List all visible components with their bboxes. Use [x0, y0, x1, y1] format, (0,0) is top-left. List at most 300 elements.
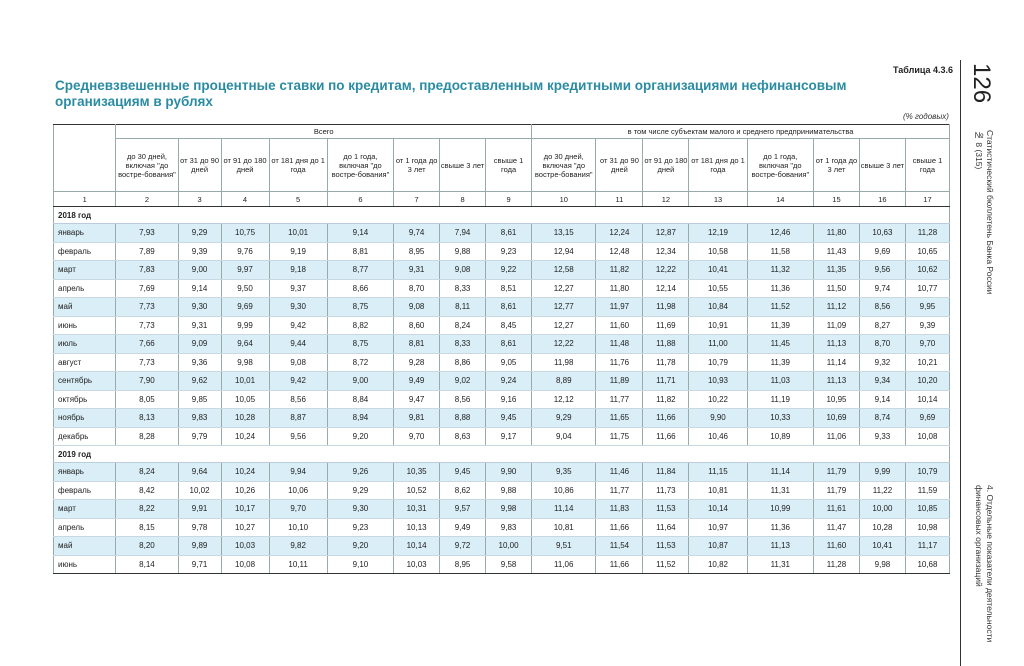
rate-cell: 11,35 — [813, 261, 859, 280]
rate-cell: 9,14 — [327, 224, 393, 243]
table-row — [54, 279, 950, 298]
rate-cell: 8,14 — [116, 555, 178, 574]
rate-cell: 8,05 — [116, 390, 178, 409]
rate-cell: 8,75 — [327, 298, 393, 317]
rate-cell: 11,97 — [596, 298, 643, 317]
rate-cell: 10,81 — [532, 518, 596, 537]
rate-cell: 7,89 — [116, 242, 178, 261]
rate-cell: 8,28 — [116, 427, 178, 446]
rate-cell: 10,14 — [394, 537, 440, 556]
rate-cell: 11,66 — [643, 409, 689, 428]
term-header: до 30 дней, включая "до востре-бования" — [532, 139, 596, 192]
rate-cell: 10,68 — [905, 555, 949, 574]
column-number: 16 — [859, 192, 905, 207]
rate-cell: 9,35 — [532, 463, 596, 482]
rate-cell: 10,65 — [905, 242, 949, 261]
rate-cell: 9,47 — [394, 390, 440, 409]
rate-cell: 11,31 — [747, 555, 813, 574]
section-caption: 4. Отдельные показатели деятельности финансовых организаций — [974, 485, 995, 643]
rate-cell: 9,16 — [486, 390, 532, 409]
rate-cell: 8,33 — [440, 279, 486, 298]
table-number: Таблица 4.3.6 — [893, 65, 954, 75]
rate-cell: 9,22 — [486, 261, 532, 280]
rate-cell: 8,75 — [327, 335, 393, 354]
rate-cell: 11,22 — [859, 481, 905, 500]
rate-cell: 10,95 — [813, 390, 859, 409]
term-header: от 91 до 180 дней — [221, 139, 269, 192]
rate-cell: 9,76 — [221, 242, 269, 261]
rate-cell: 9,49 — [394, 372, 440, 391]
table-row — [54, 427, 950, 446]
rate-cell: 11,98 — [532, 353, 596, 372]
rate-cell: 8,89 — [532, 372, 596, 391]
rate-cell: 9,00 — [178, 261, 221, 280]
rate-cell: 12,22 — [643, 261, 689, 280]
rate-cell: 12,94 — [532, 242, 596, 261]
rate-cell: 9,51 — [532, 537, 596, 556]
rate-cell: 11,75 — [596, 427, 643, 446]
rate-cell: 11,66 — [643, 427, 689, 446]
rate-cell: 11,76 — [596, 353, 643, 372]
rate-cell: 12,12 — [532, 390, 596, 409]
table-row — [54, 316, 950, 335]
rate-cell: 9,56 — [269, 427, 327, 446]
rate-cell: 9,04 — [532, 427, 596, 446]
rate-cell: 9,29 — [178, 224, 221, 243]
month-label: январь — [54, 224, 116, 243]
rate-cell: 11,12 — [813, 298, 859, 317]
rate-cell: 10,82 — [689, 555, 747, 574]
rate-cell: 8,61 — [486, 298, 532, 317]
rate-cell: 11,15 — [689, 463, 747, 482]
rate-cell: 11,31 — [747, 481, 813, 500]
rate-cell: 8,88 — [440, 409, 486, 428]
rate-cell: 11,03 — [747, 372, 813, 391]
rate-cell: 8,72 — [327, 353, 393, 372]
rate-cell: 11,66 — [596, 555, 643, 574]
rate-cell: 9,94 — [269, 463, 327, 482]
rate-cell: 8,56 — [269, 390, 327, 409]
rate-cell: 9,31 — [394, 261, 440, 280]
table-row — [54, 335, 950, 354]
rate-cell: 11,14 — [813, 353, 859, 372]
rate-cell: 9,71 — [178, 555, 221, 574]
rate-cell: 8,63 — [440, 427, 486, 446]
table-row — [54, 518, 950, 537]
rate-cell: 8,81 — [394, 335, 440, 354]
rate-cell: 9,85 — [178, 390, 221, 409]
rate-cell: 8,33 — [440, 335, 486, 354]
rate-cell: 10,20 — [905, 372, 949, 391]
rate-cell: 8,15 — [116, 518, 178, 537]
table-row — [54, 481, 950, 500]
month-label: август — [54, 353, 116, 372]
column-number: 17 — [905, 192, 949, 207]
year-heading: 2018 год — [54, 207, 950, 224]
rate-cell: 9,82 — [269, 537, 327, 556]
rate-cell: 9,08 — [440, 261, 486, 280]
rate-cell: 11,28 — [905, 224, 949, 243]
column-number: 9 — [486, 192, 532, 207]
term-header: от 31 до 90 дней — [596, 139, 643, 192]
rate-cell: 10,63 — [859, 224, 905, 243]
rate-cell: 12,87 — [643, 224, 689, 243]
rate-cell: 9,31 — [178, 316, 221, 335]
month-label: февраль — [54, 242, 116, 261]
rate-cell: 11,00 — [689, 335, 747, 354]
rate-cell: 8,95 — [440, 555, 486, 574]
rate-cell: 9,23 — [486, 242, 532, 261]
rate-cell: 9,97 — [221, 261, 269, 280]
table-row — [54, 500, 950, 519]
rate-cell: 10,89 — [747, 427, 813, 446]
table-row — [54, 409, 950, 428]
term-header: от 31 до 90 дней — [178, 139, 221, 192]
rate-cell: 7,66 — [116, 335, 178, 354]
rate-cell: 7,90 — [116, 372, 178, 391]
rate-cell: 10,28 — [221, 409, 269, 428]
rate-cell: 9,81 — [394, 409, 440, 428]
rate-cell: 10,33 — [747, 409, 813, 428]
column-number: 8 — [440, 192, 486, 207]
rate-cell: 9,14 — [178, 279, 221, 298]
rate-cell: 9,83 — [486, 518, 532, 537]
rate-cell: 9,98 — [486, 500, 532, 519]
rate-cell: 9,90 — [689, 409, 747, 428]
rate-cell: 8,70 — [394, 279, 440, 298]
rate-cell: 8,45 — [486, 316, 532, 335]
rate-cell: 9,18 — [269, 261, 327, 280]
rate-cell: 10,22 — [689, 390, 747, 409]
rate-cell: 10,91 — [689, 316, 747, 335]
rate-cell: 11,06 — [813, 427, 859, 446]
rate-cell: 10,21 — [905, 353, 949, 372]
rate-cell: 9,70 — [269, 500, 327, 519]
rate-cell: 12,46 — [747, 224, 813, 243]
rate-cell: 10,03 — [221, 537, 269, 556]
rate-cell: 12,19 — [689, 224, 747, 243]
rate-cell: 11,88 — [643, 335, 689, 354]
rate-cell: 8,61 — [486, 335, 532, 354]
rate-cell: 11,06 — [532, 555, 596, 574]
rate-cell: 8,56 — [440, 390, 486, 409]
rate-cell: 11,45 — [747, 335, 813, 354]
rate-cell: 10,31 — [394, 500, 440, 519]
table-row — [54, 261, 950, 280]
rate-cell: 9,24 — [486, 372, 532, 391]
rate-cell: 10,77 — [905, 279, 949, 298]
rate-cell: 8,22 — [116, 500, 178, 519]
rate-cell: 11,47 — [813, 518, 859, 537]
rate-cell: 10,86 — [532, 481, 596, 500]
rate-cell: 9,23 — [327, 518, 393, 537]
rate-cell: 9,57 — [440, 500, 486, 519]
rate-cell: 9,69 — [905, 409, 949, 428]
rate-cell: 10,14 — [905, 390, 949, 409]
rate-cell: 8,94 — [327, 409, 393, 428]
rate-cell: 9,33 — [859, 427, 905, 446]
rate-cell: 12,14 — [643, 279, 689, 298]
rate-cell: 10,93 — [689, 372, 747, 391]
rate-cell: 7,69 — [116, 279, 178, 298]
column-number: 12 — [643, 192, 689, 207]
month-label: май — [54, 537, 116, 556]
rate-cell: 8,95 — [394, 242, 440, 261]
rate-cell: 11,77 — [596, 481, 643, 500]
rate-cell: 12,27 — [532, 279, 596, 298]
column-number: 15 — [813, 192, 859, 207]
rate-cell: 10,00 — [486, 537, 532, 556]
group-header-all: Всего — [116, 125, 532, 139]
rate-cell: 8,81 — [327, 242, 393, 261]
rate-cell: 7,93 — [116, 224, 178, 243]
rate-cell: 11,66 — [596, 518, 643, 537]
rate-cell: 9,79 — [178, 427, 221, 446]
rate-cell: 11,52 — [643, 555, 689, 574]
rate-cell: 10,05 — [221, 390, 269, 409]
rate-cell: 10,99 — [747, 500, 813, 519]
rate-cell: 10,00 — [859, 500, 905, 519]
column-number: 14 — [747, 192, 813, 207]
rate-cell: 10,01 — [269, 224, 327, 243]
rate-cell: 11,39 — [747, 316, 813, 335]
month-label: июль — [54, 335, 116, 354]
month-label: январь — [54, 463, 116, 482]
column-number: 3 — [178, 192, 221, 207]
rate-cell: 9,02 — [440, 372, 486, 391]
rate-cell: 9,83 — [178, 409, 221, 428]
rate-cell: 9,74 — [394, 224, 440, 243]
rate-cell: 8,62 — [440, 481, 486, 500]
term-header: от 181 дня до 1 года — [689, 139, 747, 192]
rate-cell: 10,81 — [689, 481, 747, 500]
rate-cell: 9,62 — [178, 372, 221, 391]
rate-cell: 11,79 — [813, 481, 859, 500]
rate-cell: 11,59 — [905, 481, 949, 500]
rate-cell: 12,58 — [532, 261, 596, 280]
rate-cell: 9,56 — [859, 261, 905, 280]
rate-cell: 12,34 — [643, 242, 689, 261]
rate-cell: 8,70 — [859, 335, 905, 354]
rate-cell: 11,61 — [813, 500, 859, 519]
rate-cell: 7,73 — [116, 353, 178, 372]
table-row — [54, 242, 950, 261]
bulletin-caption: Статистический бюллетень Банка России № 8 (315) — [974, 130, 995, 295]
rate-cell: 9,90 — [486, 463, 532, 482]
rate-cell: 10,98 — [905, 518, 949, 537]
month-label: май — [54, 298, 116, 317]
rate-cell: 11,19 — [747, 390, 813, 409]
rate-cell: 11,53 — [643, 537, 689, 556]
table-row — [54, 555, 950, 574]
rate-cell: 10,35 — [394, 463, 440, 482]
rate-cell: 9,10 — [327, 555, 393, 574]
column-number: 1 — [54, 192, 116, 207]
month-label: декабрь — [54, 427, 116, 446]
rate-cell: 8,56 — [859, 298, 905, 317]
rate-cell: 11,80 — [813, 224, 859, 243]
rate-cell: 12,22 — [532, 335, 596, 354]
rate-cell: 11,09 — [813, 316, 859, 335]
rate-cell: 11,69 — [643, 316, 689, 335]
rate-cell: 10,41 — [689, 261, 747, 280]
rate-cell: 10,26 — [221, 481, 269, 500]
group-header-sme: в том числе субъектам малого и среднего предпринимательства — [532, 125, 950, 139]
rate-cell: 8,20 — [116, 537, 178, 556]
rate-cell: 11,79 — [813, 463, 859, 482]
rate-cell: 8,82 — [327, 316, 393, 335]
rate-cell: 12,24 — [596, 224, 643, 243]
rate-cell: 11,53 — [643, 500, 689, 519]
rate-cell: 11,13 — [813, 372, 859, 391]
term-header: свыше 1 года — [905, 139, 949, 192]
column-number: 6 — [327, 192, 393, 207]
rate-cell: 9,95 — [905, 298, 949, 317]
rate-cell: 9,89 — [178, 537, 221, 556]
term-header: от 1 года до 3 лет — [394, 139, 440, 192]
rate-cell: 11,13 — [813, 335, 859, 354]
rate-cell: 10,08 — [905, 427, 949, 446]
rate-cell: 9,17 — [486, 427, 532, 446]
column-number: 10 — [532, 192, 596, 207]
table-row — [54, 390, 950, 409]
rate-cell: 10,85 — [905, 500, 949, 519]
rate-cell: 8,66 — [327, 279, 393, 298]
rate-cell: 9,58 — [486, 555, 532, 574]
rate-cell: 10,03 — [394, 555, 440, 574]
rate-cell: 10,28 — [859, 518, 905, 537]
rate-cell: 11,89 — [596, 372, 643, 391]
term-header: от 181 дня до 1 года — [269, 139, 327, 192]
rate-cell: 10,84 — [689, 298, 747, 317]
rate-cell: 8,84 — [327, 390, 393, 409]
rate-cell: 8,27 — [859, 316, 905, 335]
term-header: от 1 года до 3 лет — [813, 139, 859, 192]
term-header: свыше 3 лет — [859, 139, 905, 192]
table-row — [54, 298, 950, 317]
rate-cell: 10,10 — [269, 518, 327, 537]
rate-cell: 9,44 — [269, 335, 327, 354]
rate-cell: 11,60 — [813, 537, 859, 556]
rate-cell: 9,69 — [221, 298, 269, 317]
month-label: апрель — [54, 279, 116, 298]
rate-cell: 10,69 — [813, 409, 859, 428]
rate-cell: 9,37 — [269, 279, 327, 298]
month-label: март — [54, 261, 116, 280]
rate-cell: 9,64 — [221, 335, 269, 354]
term-header: свыше 1 года — [486, 139, 532, 192]
rate-cell: 9,09 — [178, 335, 221, 354]
rate-cell: 9,36 — [178, 353, 221, 372]
rate-cell: 11,39 — [747, 353, 813, 372]
rate-cell: 11,82 — [643, 390, 689, 409]
rate-cell: 9,42 — [269, 372, 327, 391]
rate-cell: 9,49 — [440, 518, 486, 537]
rate-cell: 12,77 — [532, 298, 596, 317]
rate-cell: 11,36 — [747, 518, 813, 537]
rate-cell: 8,87 — [269, 409, 327, 428]
term-header: до 30 дней, включая "до востре-бования" — [116, 139, 178, 192]
rate-cell: 11,84 — [643, 463, 689, 482]
rate-cell: 9,32 — [859, 353, 905, 372]
rate-cell: 8,13 — [116, 409, 178, 428]
column-number: 5 — [269, 192, 327, 207]
rate-cell: 10,24 — [221, 427, 269, 446]
rate-cell: 9,20 — [327, 537, 393, 556]
rate-cell: 9,39 — [905, 316, 949, 335]
rate-cell: 9,42 — [269, 316, 327, 335]
rate-cell: 10,13 — [394, 518, 440, 537]
rate-cell: 9,98 — [221, 353, 269, 372]
rate-cell: 10,79 — [689, 353, 747, 372]
rate-cell: 12,27 — [532, 316, 596, 335]
rate-cell: 11,80 — [596, 279, 643, 298]
rate-cell: 10,46 — [689, 427, 747, 446]
rate-cell: 10,62 — [905, 261, 949, 280]
rate-cell: 9,26 — [327, 463, 393, 482]
rate-cell: 9,99 — [221, 316, 269, 335]
month-label: июнь — [54, 316, 116, 335]
rate-cell: 8,51 — [486, 279, 532, 298]
rate-cell: 11,46 — [596, 463, 643, 482]
rate-cell: 9,74 — [859, 279, 905, 298]
rate-cell: 9,45 — [440, 463, 486, 482]
rate-cell: 8,61 — [486, 224, 532, 243]
rate-cell: 9,91 — [178, 500, 221, 519]
rate-cell: 10,87 — [689, 537, 747, 556]
rate-cell: 7,94 — [440, 224, 486, 243]
table-row — [54, 224, 950, 243]
rate-cell: 9,29 — [532, 409, 596, 428]
rate-cell: 11,82 — [596, 261, 643, 280]
rate-cell: 9,88 — [440, 242, 486, 261]
rate-cell: 9,19 — [269, 242, 327, 261]
rate-cell: 9,00 — [327, 372, 393, 391]
rate-cell: 8,24 — [116, 463, 178, 482]
rate-cell: 11,73 — [643, 481, 689, 500]
rate-cell: 11,65 — [596, 409, 643, 428]
rate-cell: 11,14 — [532, 500, 596, 519]
rate-cell: 10,11 — [269, 555, 327, 574]
column-number: 2 — [116, 192, 178, 207]
rate-cell: 11,43 — [813, 242, 859, 261]
month-label: ноябрь — [54, 409, 116, 428]
rate-cell: 11,36 — [747, 279, 813, 298]
rate-cell: 9,30 — [269, 298, 327, 317]
rate-cell: 11,13 — [747, 537, 813, 556]
rates-table — [53, 124, 950, 574]
rate-cell: 11,77 — [596, 390, 643, 409]
rate-cell: 11,54 — [596, 537, 643, 556]
rate-cell: 9,14 — [859, 390, 905, 409]
column-number: 11 — [596, 192, 643, 207]
rate-cell: 9,30 — [178, 298, 221, 317]
rate-cell: 9,98 — [859, 555, 905, 574]
rate-cell: 10,24 — [221, 463, 269, 482]
rate-cell: 8,77 — [327, 261, 393, 280]
rate-cell: 11,78 — [643, 353, 689, 372]
rate-cell: 10,75 — [221, 224, 269, 243]
term-header: свыше 3 лет — [440, 139, 486, 192]
rate-cell: 10,02 — [178, 481, 221, 500]
rate-cell: 11,52 — [747, 298, 813, 317]
rate-cell: 10,79 — [905, 463, 949, 482]
rate-cell: 10,58 — [689, 242, 747, 261]
rate-cell: 9,28 — [394, 353, 440, 372]
year-heading: 2019 год — [54, 446, 950, 463]
rate-cell: 11,71 — [643, 372, 689, 391]
rate-cell: 11,58 — [747, 242, 813, 261]
